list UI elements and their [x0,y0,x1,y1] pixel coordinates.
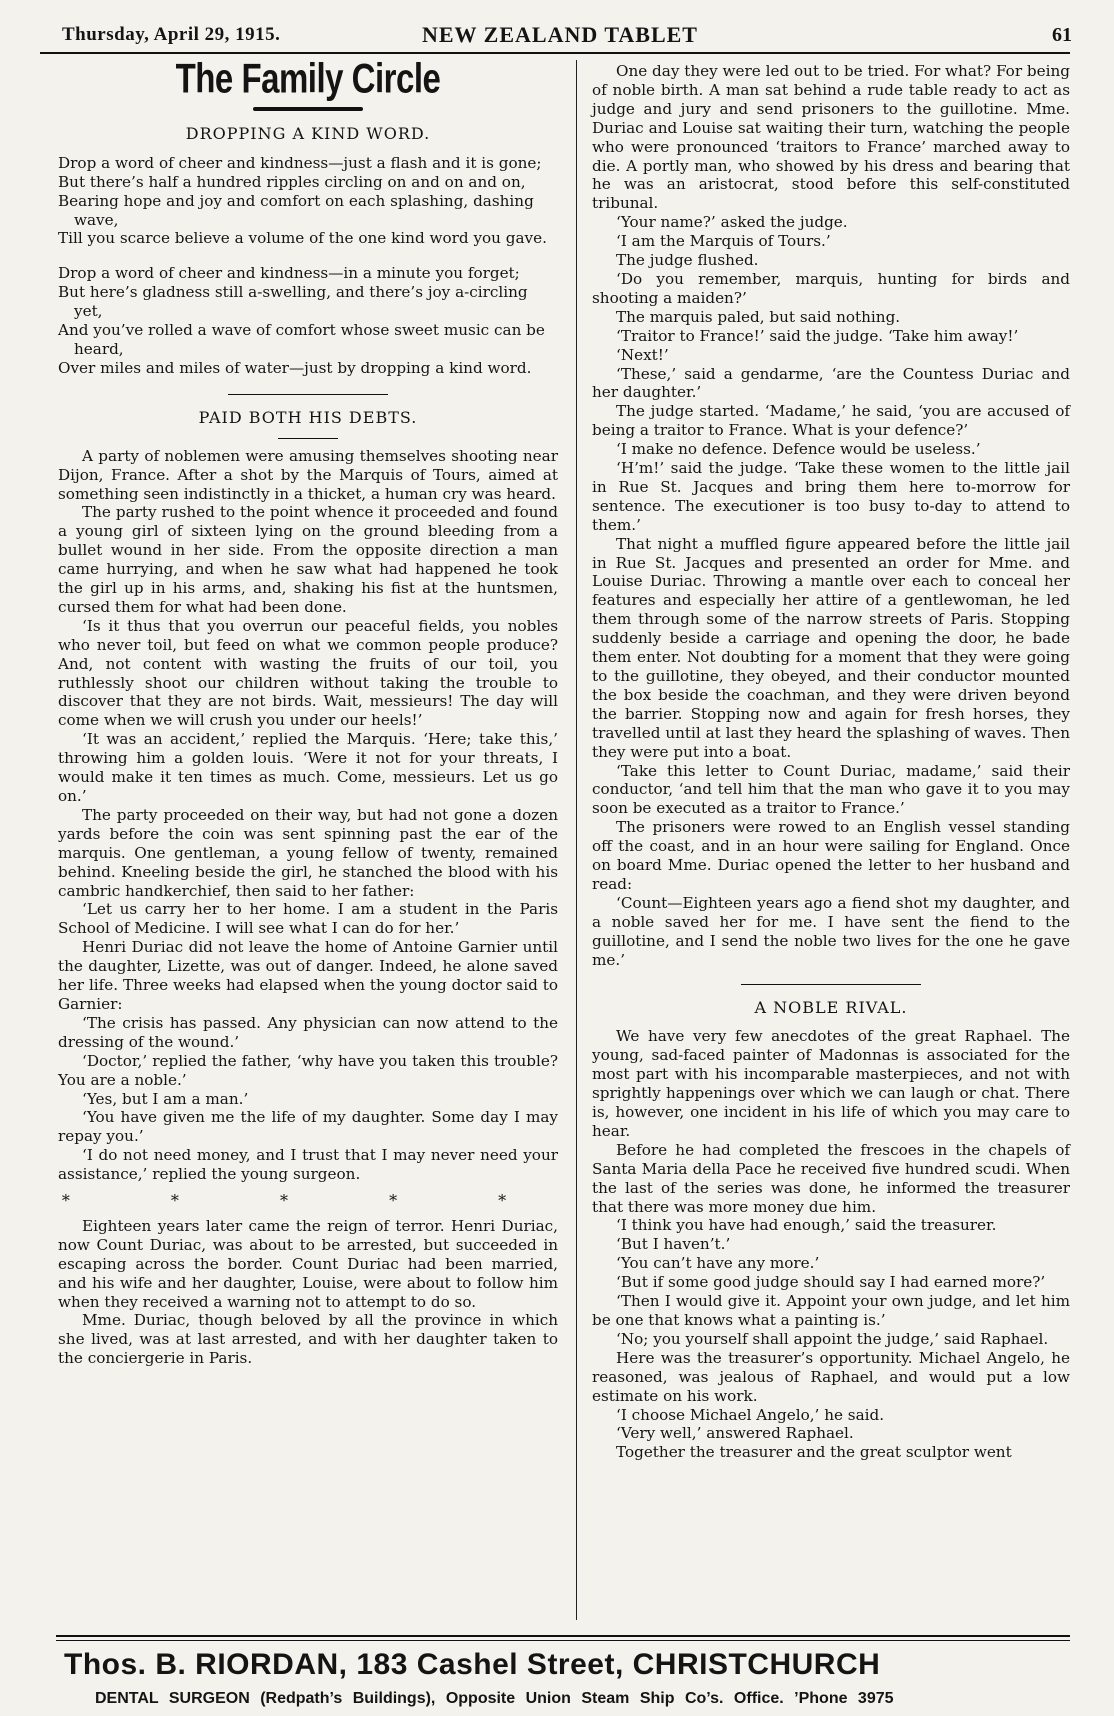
paragraph: ‘No; you yourself shall appoint the judge,’ said Raphael. [616,1329,1049,1348]
advert-headline: Thos. B. RIORDAN, 183 Cashel Street, CHRISTCHURCH [64,1648,881,1681]
paragraph: ‘Doctor,’ replied the father, ‘why have you taken this trouble? You are a noble.’ [58,1051,558,1089]
paragraph: The party rushed to the point whence it proceeded and found a young girl of sixteen lying on the ground bleeding from a bullet wound in her side. From the opposite direction a man came hurrying, and when he saw what had happened he took the girl up in his arms, and, shaking his fist at the huntsmen, cursed them for what had been done. [58,503,558,616]
header-rule [40,52,1070,54]
paragraph: ‘Count—Eighteen years ago a fiend shot my daughter, and a noble saved her for me. I have sent the fiend to the guillotine, and I send the noble two lives for the one he gave me.’ [592,893,1070,969]
right-column [592,62,1070,1462]
poem-stanza [58,154,558,249]
paragraph: Here was the treasurer’s opportunity. Michael Angelo, he reasoned, was jealous of Raphael, and would put a low estimate on his work. [592,1348,1070,1405]
paragraph: That night a muffled figure appeared before the little jail in Rue St. Jacques and presented an order for Mme. and Louise Duriac. Throwing a mantle over each to conceal her features and especially her attire of a gentlewoman, he led them through some of the narrow streets of Paris. Stopping suddenly beside a carriage and opening the door, he bade them enter. Not doubting for a moment that they were going to the guillotine, they obeyed, and their conductor mounted the box beside the coachman, and they were driven beyond the barrier. Stopping now and again for fresh horses, they travelled until at last they heard the splashing of waves. Then they were put into a boat. [592,534,1070,761]
poem-title: DROPPING A KIND WORD. [185,123,431,143]
paragraph: ‘It was an accident,’ replied the Marquis. ‘Here; take this,’ throwing him a golden louis. ‘Were it not for your threats, I would make it ten times as much. Come, messieurs. Let us go on.’ [58,730,558,805]
story2-body [592,1027,1070,1462]
poem-stanza [58,264,558,377]
story-title: PAID BOTH HIS DEBTS. [198,407,418,427]
section-divider [741,984,921,985]
paragraph: ‘Do you remember, marquis, hunting for birds and shooting a maiden?’ [592,269,1070,307]
poem [58,154,558,378]
paragraph: The judge flushed. [616,251,759,270]
paragraph: ‘I am the Marquis of Tours.’ [616,232,831,251]
story2-title: A NOBLE RIVAL. [754,997,908,1017]
paragraph: The marquis paled, but said nothing. [616,307,901,326]
paragraph: ‘Yes, but I am a man.’ [82,1089,249,1108]
paragraph: ‘I choose Michael Angelo,’ he said. [616,1405,885,1424]
issue-date: Thursday, April 29, 1915. [62,24,281,45]
paragraph: ‘Take this letter to Count Duriac, madame,’ said their conductor, ‘and tell him that the man who gave it to you may soon be executed as a traitor to France.’ [592,761,1070,818]
paragraph: ‘H’m!’ said the judge. ‘Take these women to the little jail in Rue St. Jacques and bring them here to-morrow for sentence. The executioner is too busy to-day to attend to them.’ [592,459,1070,534]
paragraph: ‘I make no defence. Defence would be useless.’ [616,440,981,459]
paragraph: ‘I do not need money, and I trust that I may never need your assistance,’ replied the young surgeon. [58,1146,558,1184]
paragraph: One day they were led out to be tried. For what? For being of noble birth. A man sat behind a rude table ready to act as judge and jury and send prisoners to the guillotine. Mme. Duriac and Louise sat waiting their turn, watching the people who were pronounced ‘traitors to France’ marched away to die. A portly man, who showed by his dress and bearing that he was an aristocrat, stood before this self-constituted tribunal. [592,62,1070,213]
paragraph: ‘You have given me the life of my daughter. Some day I may repay you.’ [58,1108,558,1146]
paragraph: The judge started. ‘Madame,’ he said, ‘you are accused of being a traitor to France. What is your defence?’ [592,402,1070,440]
story-body-continued [58,1217,558,1368]
paragraph: The prisoners were rowed to an English vessel standing off the coast, and in an hour were sailing for England. Once on board Mme. Duriac opened the letter to her husband and read: [592,818,1070,893]
paragraph: Mme. Duriac, though beloved by all the province in which she lived, was at last arrested, and with her daughter taken to the conciergerie in Paris. [58,1311,558,1368]
paragraph: ‘Your name?’ asked the judge. [616,213,848,232]
title-underline [278,438,338,439]
left-column [58,55,558,1368]
story-continuation [592,62,1070,970]
paragraph: ‘You can’t have any more.’ [616,1254,820,1273]
masthead: NEW ZEALAND TABLET [422,22,698,47]
section-title: The Family Circle [175,55,441,102]
paragraph: Together the treasurer and the great sculptor went [616,1443,1012,1462]
poem-line: But there’s half a hundred ripples circling on and on and on, [58,172,526,191]
paragraph: ‘Traitor to France!’ said the judge. ‘Take him away!’ [616,326,1019,345]
poem-line: Over miles and miles of water—just by dropping a kind word. [58,358,532,377]
page-number: 61 [1052,24,1072,46]
paragraph: ‘I think you have had enough,’ said the treasurer. [616,1216,997,1235]
poem-line: Till you scarce believe a volume of the one kind word you gave. [58,229,547,248]
paragraph: Before he had completed the frescoes in the chapels of Santa Maria della Pace he received five hundred scudi. When the last of the series was done, he informed the treasurer that there was more money due him. [592,1140,1070,1216]
poem-line: Bearing hope and joy and comfort on each splashing, dashing wave, [58,191,534,229]
footer-rule [56,1635,1070,1637]
paragraph: ‘Let us carry her to her home. I am a student in the Paris School of Medicine. I will see what I can do for her.’ [58,900,558,938]
page-header [32,18,1072,48]
paragraph: A party of noblemen were amusing themselves shooting near Dijon, France. After a shot by the Marquis of Tours, aimed at something seen indistinctly in a thicket, a human cry was heard. [58,446,558,503]
paragraph: ‘These,’ said a gendarme, ‘are the Countess Duriac and her daughter.’ [592,364,1070,402]
paragraph: We have very few anecdotes of the great Raphael. The young, sad-faced painter of Madonnas is associated for the most part with his incomparable masterpieces, and not with sprightly happenings over which we can laugh or chat. There is, however, one incident in his life of which you may care to hear. [592,1027,1070,1140]
paragraph: ‘But if some good judge should say I had earned more?’ [616,1273,1046,1292]
paragraph: ‘Next!’ [616,345,669,364]
footer-rule [56,1640,1070,1641]
paragraph: Henri Duriac did not leave the home of Antoine Garnier until the daughter, Lizette, was out of danger. Indeed, he alone saved her life. Three weeks had elapsed when the young doctor said to Garnier: [58,938,558,1013]
section-divider [228,394,388,395]
paragraph: Eighteen years later came the reign of terror. Henri Duriac, now Count Duriac, was about to be arrested, but succeeded in escaping across the border. Count Duriac had been married, and his wife and her daughter, Louise, were about to follow him when they received a warning not to attempt to do so. [58,1216,558,1311]
paragraph: ‘But I haven’t.’ [616,1235,731,1254]
title-ornament [253,107,363,111]
advert-subline: DENTAL SURGEON (Redpath’s Buildings), Opposite Union Steam Ship Co’s. Office. ’Phone 3975 [95,1690,894,1707]
poem-line: And you’ve rolled a wave of comfort whose sweet music can be heard, [58,321,545,358]
poem-line: Drop a word of cheer and kindness—just a flash and it is gone; [58,153,542,172]
paragraph: ‘The crisis has passed. Any physician can now attend to the dressing of the wound.’ [58,1013,558,1051]
paragraph: ‘Very well,’ answered Raphael. [616,1424,854,1443]
story-body [58,447,558,1184]
column-divider [576,60,577,1620]
paragraph: ‘Then I would give it. Appoint your own judge, and let him be one that knows what a painting is.’ [592,1292,1070,1329]
poem-line: Drop a word of cheer and kindness—in a minute you forget; [58,264,520,283]
section-break-stars: * * * * * [61,1191,555,1211]
poem-line: But here’s gladness still a-swelling, and there’s joy a-circling yet, [58,283,528,321]
paragraph: ‘Is it thus that you overrun our peaceful fields, you nobles who never toil, but feed on what we common people produce? And, not content with wasting the fruits of our toil, you ruthlessly shoot our children without taking the trouble to discover that they are not birds. Wait, messieurs! The day will come when we will crush you under our heels!’ [58,616,558,730]
paragraph: The party proceeded on their way, but had not gone a dozen yards before the coin was sent spinning past the ear of the marquis. One gentleman, a young fellow of twenty, remained behind. Kneeling beside the girl, he stanched the blood with his cambric handkerchief, then said to her father: [58,805,558,900]
